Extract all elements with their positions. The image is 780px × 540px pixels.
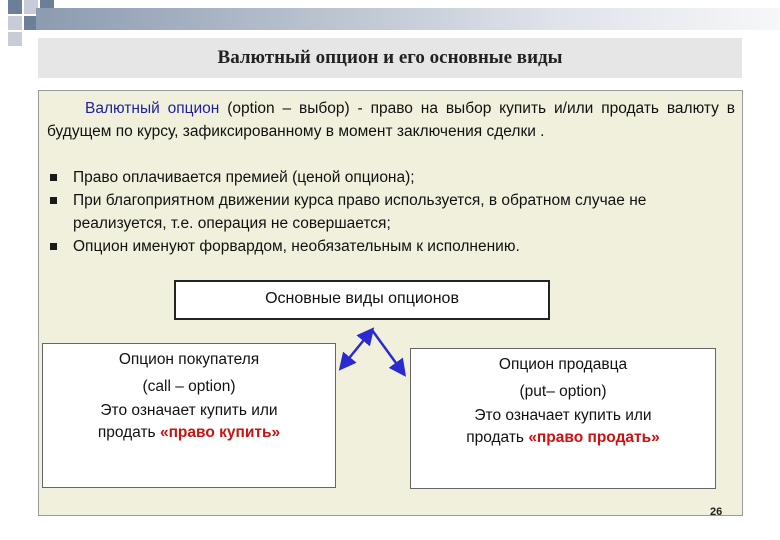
seller-title: Опцион продавца <box>498 356 628 373</box>
bullet-text: Опцион именуют форвардом, необязательным к исполнению. <box>73 238 520 255</box>
buyer-desc-line <box>43 422 335 444</box>
slide-title: Валютный опцион и его основные виды <box>217 47 563 68</box>
seller-highlight: «право продать» <box>528 429 660 446</box>
bullet-text: Право оплачивается премией (ценой опциона); <box>73 169 415 186</box>
buyer-option-box <box>42 343 336 488</box>
buyer-highlight: «право купить» <box>159 424 281 441</box>
buyer-desc-line: Это означает купить или <box>100 402 278 419</box>
buyer-title: Опцион покупателя <box>118 351 260 368</box>
bullet-text: При благоприятном движении курса право используется, в обратном случае не реализуется, т.е. операция не совершается; <box>73 192 647 232</box>
seller-option-box <box>410 348 716 489</box>
main-types-box <box>174 280 550 320</box>
seller-desc-prefix: продать <box>466 429 529 446</box>
arrow-to-seller <box>372 330 404 374</box>
buyer-subtitle: (call – option) <box>142 378 236 395</box>
page-number: 26 <box>710 506 723 518</box>
intro-rest: (option – выбор) - право на выбор купить и/или продать валюту в будущем по курсу, зафиксированному в момент заключения сделки . <box>47 100 736 140</box>
buyer-desc-prefix: продать <box>97 424 160 441</box>
seller-desc-line: Это означает купить или <box>474 407 652 424</box>
arrow-to-buyer <box>341 330 372 368</box>
seller-subtitle: (put– option) <box>519 383 607 400</box>
main-types-label: Основные виды опционов <box>265 290 459 307</box>
seller-desc-line <box>411 427 715 449</box>
intro-lead: Валютный опцион <box>85 100 220 117</box>
